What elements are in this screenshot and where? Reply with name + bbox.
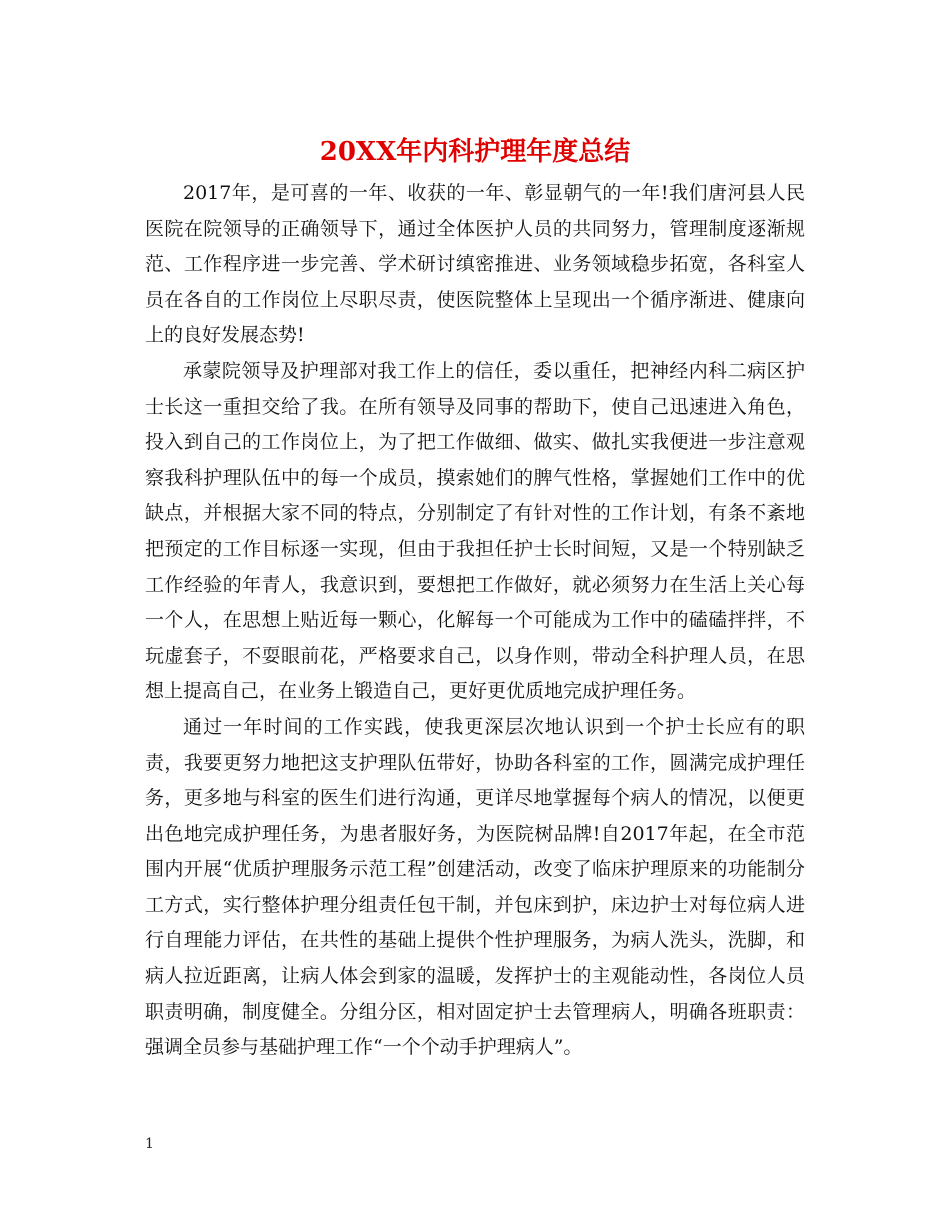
paragraph-1: 2017年，是可喜的一年、收获的一年、彰显朝气的一年!我们唐河县人民医院在院领导的正确领导下，通过全体医护人员的共同努力，管理制度逐渐规范、工作程序进一步完善、学术研讨缜密推进、业务领域稳步拓宽，各科室人员在各自的工作岗位上尽职尽责，使医院整体上呈现出一个循序渐进、健康向上的良好发展态势! [145,182,805,347]
paragraph-2: 承蒙院领导及护理部对我工作上的信任，委以重任，把神经内科二病区护士长这一重担交给了我。在所有领导及同事的帮助下，使自己迅速进入角色，投入到自己的工作岗位上，为了把工作做细、做实、做扎实我便进一步注意观察我科护理队伍中的每一个成员，摸索她们的脾气性格，掌握她们工作中的优缺点，并根据大家不同的特点，分别制定了有针对性的工作计划，有条不紊地把预定的工作目标逐一实现，但由于我担任护士长时间短，又是一个特别缺乏工作经验的年青人，我意识到，要想把工作做好，就必须努力在生活上关心每一个人，在思想上贴近每一颗心，化解每一个可能成为工作中的磕磕拌拌，不玩虚套子，不耍眼前花，严格要求自己，以身作则，带动全科护理人员，在思想上提高自己，在业务上锻造自己，更好更优质地完成护理任务。 [145,359,805,703]
paragraph-3: 通过一年时间的工作实践，使我更深层次地认识到一个护士长应有的职责，我要更努力地把这支护理队伍带好，协助各科室的工作，圆满完成护理任务，更多地与科室的医生们进行沟通，更详尽地掌握每个病人的情况，以便更出色地完成护理任务，为患者服好务，为医院树品牌!自2017年起，在全市范围内开展“优质护理服务示范工程”创建活动，改变了临床护理原来的功能制分工方式，实行整体护理分组责任包干制，并包床到护，床边护士对每位病人进行自理能力评估，在共性的基础上提供个性护理服务，为病人洗头，洗脚，和病人拉近距离，让病人体会到家的温暖，发挥护士的主观能动性，各岗位人员职责明确，制度健全。分组分区，相对固定护士去管理病人，明确各班职责：强调全员参与基础护理工作“一个个动手护理病人”。 [145,715,805,1059]
document-title: 20XX年内科护理年度总结 [319,137,631,167]
page-number: 1 [145,1136,154,1152]
document-body [145,176,805,1066]
